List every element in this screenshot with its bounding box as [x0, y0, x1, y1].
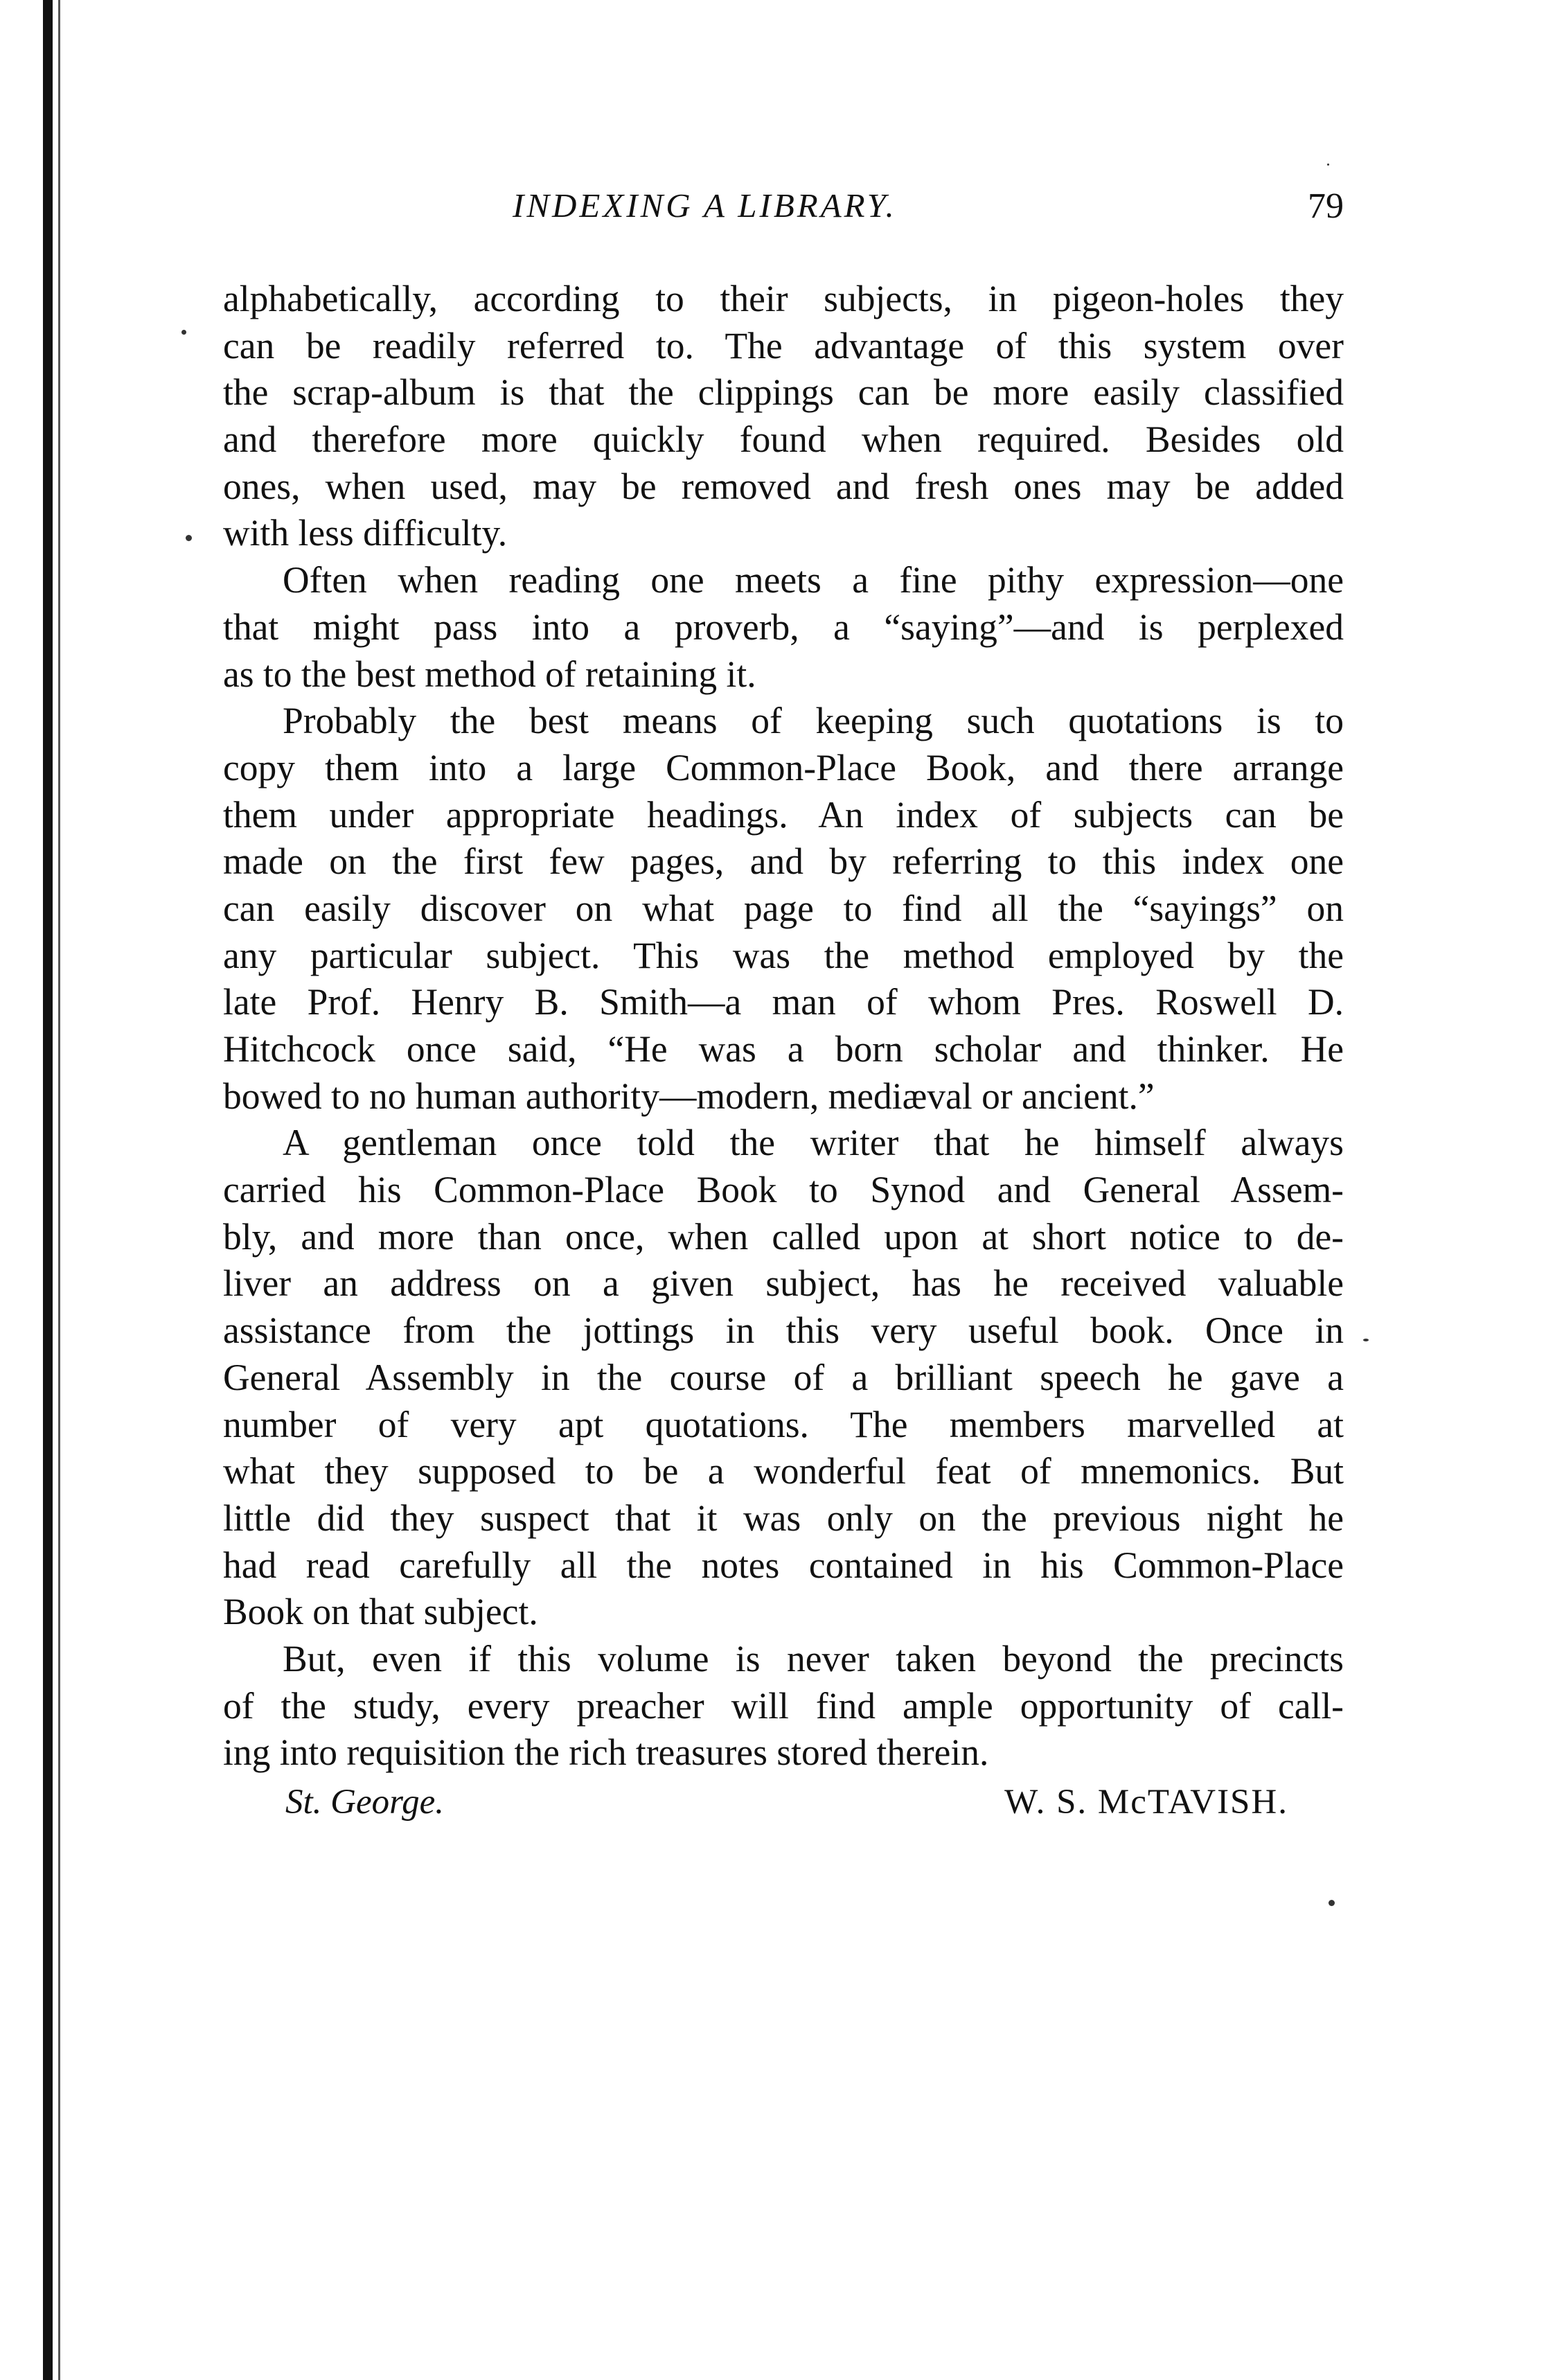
text-line: the scrap-album is that the clippings can be more easily classified	[223, 371, 1344, 414]
text-line: General Assembly in the course of a brilliant speech he gave a	[223, 1356, 1344, 1398]
scan-speck	[186, 535, 192, 541]
text-line: Often when reading one meets a fine pithy expression—one	[283, 559, 1344, 601]
text-line: can be readily referred to. The advantage of this system over	[223, 324, 1344, 367]
binding-edge	[43, 0, 53, 2380]
text-line: that might pass into a proverb, a “saying”—and is perplexed	[223, 606, 1344, 648]
text-line: Book on that subject.	[223, 1591, 538, 1633]
text-line: Probably the best means of keeping such quotations is to	[283, 700, 1344, 742]
text-line: had read carefully all the notes contained in his Common-Place	[223, 1544, 1344, 1586]
text-line: with less difficulty.	[223, 512, 508, 554]
signature-author: W. S. McTAVISH.	[1004, 1783, 1288, 1822]
text-line: But, even if this volume is never taken beyond the precincts	[283, 1637, 1344, 1680]
text-line: Hitchcock once said, “He was a born scholar and thinker. He	[223, 1028, 1344, 1070]
scan-speck	[181, 330, 186, 335]
text-line: ing into requisition the rich treasures stored therein.	[223, 1731, 989, 1774]
running-title: INDEXING A LIBRARY.	[513, 186, 897, 224]
text-line: little did they suspect that it was only on the previous night he	[223, 1497, 1344, 1539]
text-line: A gentleman once told the writer that he himself always	[283, 1122, 1344, 1164]
body-text	[223, 276, 1344, 1777]
text-line: late Prof. Henry B. Smith—a man of whom Pres. Roswell D.	[223, 981, 1344, 1023]
text-line: assistance from the jottings in this very useful book. Once in	[223, 1310, 1344, 1352]
text-line: copy them into a large Common-Place Book, and there arrange	[223, 746, 1344, 788]
text-line: alphabetically, according to their subjects, in pigeon-holes they	[223, 278, 1344, 319]
text-line: bowed to no human authority—modern, mediæval or ancient.”	[223, 1075, 1155, 1117]
text-line: ones, when used, may be removed and fresh ones may be added	[223, 465, 1344, 507]
signature-place: St. George.	[285, 1783, 444, 1822]
text-line: and therefore more quickly found when required. Besides old	[223, 418, 1344, 461]
text-line: number of very apt quotations. The members marvelled at	[223, 1403, 1344, 1445]
text-line: bly, and more than once, when called upon at short notice to de-	[223, 1215, 1344, 1258]
text-line: of the study, every preacher will find ample opportunity of call-	[223, 1684, 1344, 1727]
binding-edge-line	[58, 0, 60, 2380]
text-line: any particular subject. This was the method employed by the	[223, 934, 1344, 976]
scan-speck	[1329, 1900, 1335, 1906]
text-line: liver an address on a given subject, has he received valuable	[223, 1262, 1344, 1305]
text-line: them under appropriate headings. An index of subjects can be	[223, 793, 1344, 836]
scan-speck	[1327, 164, 1329, 166]
page-number: 79	[1308, 186, 1344, 226]
text-line: as to the best method of retaining it.	[223, 653, 756, 695]
scan-speck	[1363, 1339, 1369, 1341]
running-head	[208, 186, 1344, 241]
text-line: can easily discover on what page to find all the “sayings” on	[223, 887, 1344, 929]
text-line: what they supposed to be a wonderful feat of mnemonics. But	[223, 1450, 1344, 1492]
text-line: made on the first few pages, and by referring to this index one	[223, 840, 1344, 883]
signature	[223, 1782, 1344, 1831]
text-line: carried his Common-Place Book to Synod and General Assem-	[223, 1169, 1344, 1211]
